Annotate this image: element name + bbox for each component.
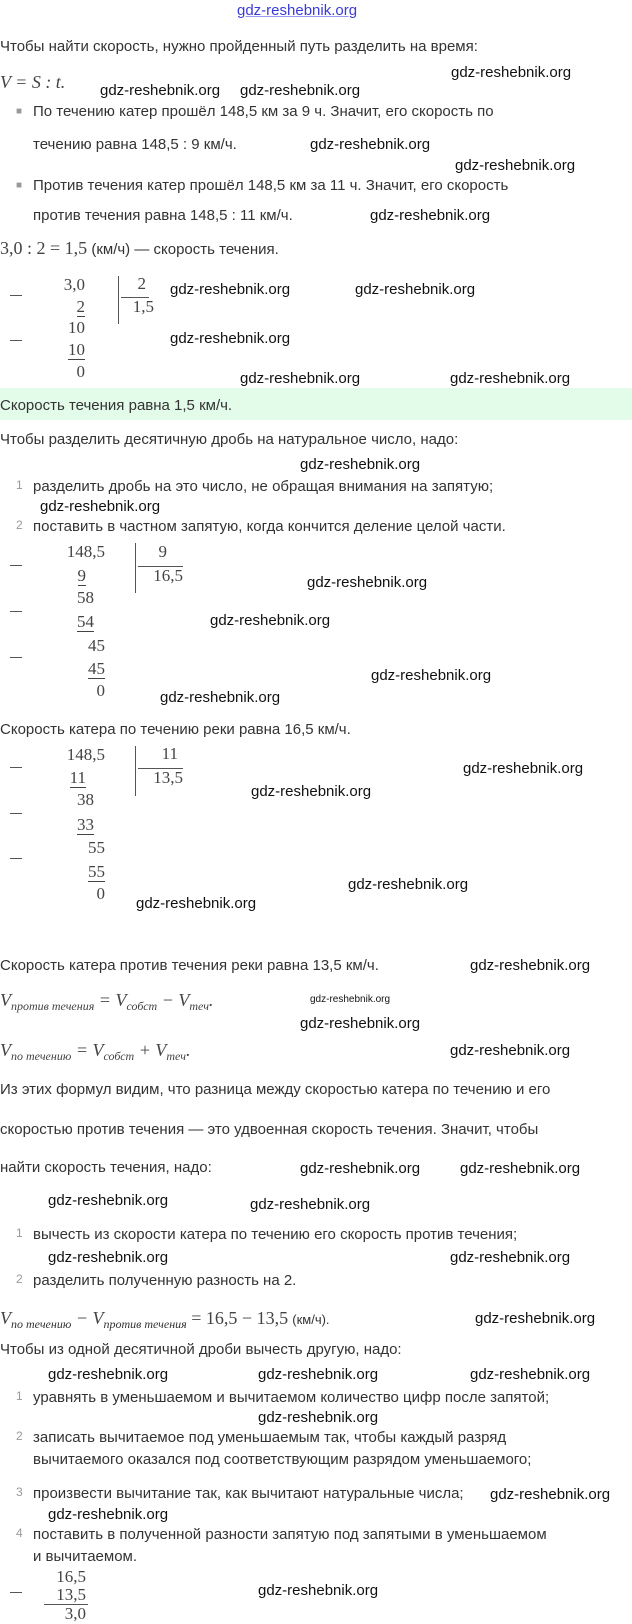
watermark: gdz-reshebnik.org	[470, 1366, 591, 1383]
list-number: 4	[16, 1526, 23, 1540]
rule-sub-step: поставить в полученной разности запятую под запятыми в уменьшаемом	[33, 1526, 547, 1543]
div-row: 3,0	[63, 275, 85, 294]
divisor: 11	[161, 744, 178, 763]
list-number: 3	[16, 1485, 23, 1499]
div-row: 45	[88, 636, 105, 655]
watermark: gdz-reshebnik.org	[451, 64, 572, 81]
intro-text: Чтобы найти скорость, нужно пройденный путь разделить на время:	[0, 38, 478, 55]
minus-sign	[10, 565, 22, 566]
div-row: 33	[77, 815, 94, 834]
rule-div-step: поставить в частном запятую, когда кончится деление целой части.	[33, 518, 506, 535]
result-current: Скорость течения равна 1,5 км/ч.	[0, 397, 233, 414]
bullet-1-line-2: течению равна 148,5 : 9 км/ч.	[33, 136, 237, 153]
watermark: gdz-reshebnik.org	[240, 370, 361, 387]
watermark: gdz-reshebnik.org	[136, 895, 257, 912]
bullet-2-line-1: Против течения катер прошёл 148,5 км за 11 ч. Значит, его скорость	[33, 177, 509, 194]
watermark: gdz-reshebnik.org	[251, 783, 372, 800]
divisor: 2	[137, 274, 146, 293]
bullet-2-line-2: против течения равна 148,5 : 11 км/ч.	[33, 207, 293, 224]
watermark: gdz-reshebnik.org	[40, 498, 161, 515]
formula-difference: $V_{по течению} - V_{против течения} = 16,5 - 13,5$ (км/ч).	[0, 1308, 330, 1331]
watermark: gdz-reshebnik.org	[300, 456, 421, 473]
quotient: 13,5	[153, 768, 183, 787]
paragraph-line: Из этих формул видим, что разница между скоростью катера по течению и его	[0, 1081, 551, 1098]
div-row: 11	[69, 768, 86, 787]
watermark: gdz-reshebnik.org	[355, 281, 476, 298]
watermark: gdz-reshebnik.org	[160, 689, 281, 706]
div-row: 0	[76, 362, 85, 381]
bullet-icon: ■	[16, 180, 23, 191]
list-number: 2	[16, 518, 23, 532]
formula-downstream: $V_{по течению} = V_{собст} + V_{теч}$.	[0, 1040, 191, 1063]
div-row: 10	[68, 318, 85, 337]
watermark: gdz-reshebnik.org	[450, 1042, 571, 1059]
watermark: gdz-reshebnik.org	[210, 612, 331, 629]
watermark: gdz-reshebnik.org	[240, 82, 361, 99]
sub-row: 13,5	[56, 1585, 86, 1604]
div-row: 55	[88, 838, 105, 857]
watermark: gdz-reshebnik.org	[300, 1160, 421, 1177]
minus-sign	[10, 611, 22, 612]
watermark: gdz-reshebnik.org	[455, 157, 576, 174]
watermark: gdz-reshebnik.org	[463, 760, 584, 777]
div-row: 58	[77, 588, 94, 607]
rule-sub-step-cont: вычитаемого оказался под соответствующим разрядом уменьшаемого;	[33, 1451, 532, 1468]
bullet-icon: ■	[16, 106, 23, 117]
rule-sub-step-cont: и вычитаемом.	[33, 1548, 138, 1565]
watermark: gdz-reshebnik.org	[310, 994, 391, 1005]
calc-expr: 3,0 : 2 = 1,5	[0, 238, 88, 258]
watermark: gdz-reshebnik.org	[48, 1506, 169, 1523]
step: разделить полученную разность на 2.	[33, 1272, 297, 1289]
div-row: 55	[88, 862, 105, 881]
watermark: gdz-reshebnik.org	[450, 370, 571, 387]
list-number: 2	[16, 1429, 23, 1443]
minus-sign	[10, 767, 22, 768]
list-number: 1	[16, 1226, 23, 1240]
div-row: 10	[68, 340, 85, 359]
formula-upstream: $V_{против течения} = V_{собст} - V_{теч}$.	[0, 990, 214, 1013]
minus-sign	[10, 813, 22, 814]
list-number: 1	[16, 478, 23, 492]
rule-sub-step: уравнять в уменьшаемом и вычитаемом количество цифр после запятой;	[33, 1389, 550, 1406]
div-row: 2	[76, 297, 85, 316]
watermark: gdz-reshebnik.org	[258, 1582, 379, 1599]
watermark: gdz-reshebnik.org	[475, 1310, 596, 1327]
rule-div-step: разделить дробь на это число, не обращая внимания на запятую;	[33, 478, 494, 495]
watermark: gdz-reshebnik.org	[371, 667, 492, 684]
minus-sign	[10, 295, 22, 296]
div-row: 0	[96, 681, 105, 700]
div-row: 54	[77, 612, 94, 631]
formula-v: V = S : t.	[0, 72, 66, 92]
watermark: gdz-reshebnik.org	[48, 1192, 169, 1209]
div-row: 148,5	[66, 542, 105, 561]
rule-div-intro: Чтобы разделить десятичную дробь на натуральное число, надо:	[0, 431, 459, 448]
result-downstream: Скорость катера по течению реки равна 16,5 км/ч.	[0, 721, 351, 738]
watermark: gdz-reshebnik.org	[258, 1366, 379, 1383]
quotient: 1,5	[132, 297, 154, 316]
watermark: gdz-reshebnik.org	[258, 1409, 379, 1426]
watermark: gdz-reshebnik.org	[470, 957, 591, 974]
watermark: gdz-reshebnik.org	[48, 1366, 169, 1383]
watermark: gdz-reshebnik.org	[170, 281, 291, 298]
sub-row: 3,0	[64, 1604, 86, 1623]
watermark: gdz-reshebnik.org	[310, 136, 431, 153]
watermark: gdz-reshebnik.org	[348, 876, 469, 893]
div-row: 9	[77, 566, 86, 585]
watermark: gdz-reshebnik.org	[460, 1160, 581, 1177]
watermark: gdz-reshebnik.org	[48, 1249, 169, 1266]
div-row: 148,5	[66, 745, 105, 764]
current-calc	[0, 238, 279, 260]
div-row: 45	[88, 659, 105, 678]
watermark: gdz-reshebnik.org	[250, 1196, 371, 1213]
list-number: 1	[16, 1389, 23, 1403]
div-row: 0	[96, 884, 105, 903]
minus-sign	[10, 657, 22, 658]
sub-row: 16,5	[56, 1567, 86, 1586]
watermark: gdz-reshebnik.org	[100, 82, 221, 99]
minus-sign	[10, 858, 22, 859]
watermark: gdz-reshebnik.org	[307, 574, 428, 591]
step: вычесть из скорости катера по течению его скорость против течения;	[33, 1226, 518, 1243]
rule-sub-step: записать вычитаемое под уменьшаемым так, чтобы каждый разряд	[33, 1429, 507, 1446]
minus-sign	[10, 1592, 22, 1593]
watermark: gdz-reshebnik.org	[170, 330, 291, 347]
watermark: gdz-reshebnik.org	[300, 1015, 421, 1032]
watermark: gdz-reshebnik.org	[370, 207, 491, 224]
divisor: 9	[158, 542, 167, 561]
div-row: 38	[77, 790, 94, 809]
quotient: 16,5	[153, 566, 183, 585]
watermark: gdz-reshebnik.org	[490, 1486, 611, 1503]
paragraph-line: найти скорость течения, надо:	[0, 1159, 212, 1176]
site-header-link[interactable]: gdz-reshebnik.org	[237, 2, 358, 19]
paragraph-line: скоростью против течения — это удвоенная скорость течения. Значит, чтобы	[0, 1121, 539, 1138]
rule-sub-intro: Чтобы из одной десятичной дроби вычесть другую, надо:	[0, 1341, 402, 1358]
watermark: gdz-reshebnik.org	[450, 1249, 571, 1266]
bullet-1-line-1: По течению катер прошёл 148,5 км за 9 ч. Значит, его скорость по	[33, 103, 494, 120]
calc-tail: (км/ч) — скорость течения.	[91, 241, 279, 258]
rule-sub-step: произвести вычитание так, как вычитают натуральные числа;	[33, 1485, 464, 1502]
list-number: 2	[16, 1272, 23, 1286]
result-upstream: Скорость катера против течения реки равна 13,5 км/ч.	[0, 957, 379, 974]
minus-sign	[10, 340, 22, 341]
